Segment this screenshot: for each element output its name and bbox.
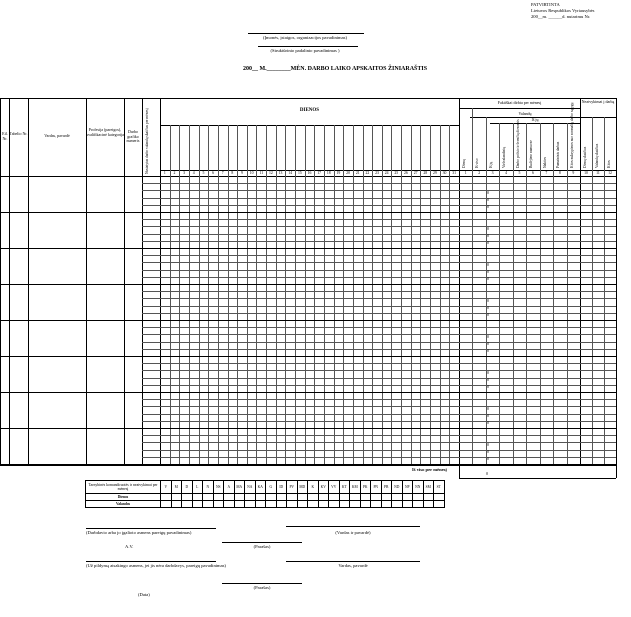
code-days-cell[interactable] <box>192 494 203 501</box>
code-cell: PK <box>360 481 371 494</box>
code-days-cell[interactable] <box>318 494 329 501</box>
unit-caption: (Struktūrinio padalinio pavadinimas ) <box>270 48 340 53</box>
stamp-label: A.V. <box>125 544 134 549</box>
code-cell: M <box>171 481 182 494</box>
code-days-cell[interactable] <box>266 494 277 501</box>
day-number: 13 <box>278 171 283 175</box>
zero-cell: 0 <box>487 413 489 418</box>
code-cell: NA <box>245 481 256 494</box>
summary-number: 6 <box>531 171 534 175</box>
code-hours-cell[interactable] <box>329 501 340 508</box>
code-cell: N <box>203 481 214 494</box>
worked-title: Faktiškai dirbta per mėnesį <box>497 100 542 105</box>
summary-number: 8 <box>558 171 561 175</box>
summary-number: 2 <box>478 171 481 175</box>
approval-line-1: PATVIRTINTA <box>531 2 560 7</box>
zero-cell: 0 <box>487 240 489 245</box>
zero-cell: 0 <box>487 406 489 411</box>
day-number: 21 <box>355 171 360 175</box>
day-number: 15 <box>297 171 302 175</box>
day-number: 19 <box>336 171 341 175</box>
zero-cell: 0 <box>487 190 489 195</box>
summary-number: 9 <box>572 171 575 175</box>
day-number: 7 <box>221 171 224 175</box>
zero-cell: 0 <box>487 442 489 447</box>
code-cell: K <box>308 481 319 494</box>
summary-number: 10 <box>584 171 588 175</box>
code-cell: KM <box>350 481 361 494</box>
absent-column-header: Valandų skaičius <box>595 143 599 168</box>
code-days-cell[interactable] <box>161 494 172 501</box>
day-number: 10 <box>249 171 254 175</box>
code-cell: PV <box>287 481 298 494</box>
code-days-cell[interactable] <box>234 494 245 501</box>
code-days-cell[interactable] <box>413 494 424 501</box>
worked-column-header: Darbo poilsio ir švenčių dienomis <box>515 119 520 168</box>
code-hours-cell[interactable] <box>350 501 361 508</box>
code-days-cell[interactable] <box>182 494 193 501</box>
code-cell: NS <box>213 481 224 494</box>
code-cell: D <box>182 481 193 494</box>
day-number: 17 <box>317 171 322 175</box>
code-hours-cell[interactable] <box>266 501 277 508</box>
code-hours-cell[interactable] <box>245 501 256 508</box>
responsible-caption: (Darbdavio arba jo įgalioto asmens pareigų pavadinimas) <box>86 530 192 535</box>
summary-number: 7 <box>545 171 548 175</box>
code-hours-cell[interactable] <box>203 501 214 508</box>
code-cell: KV <box>318 481 329 494</box>
summary-number: 4 <box>505 171 507 175</box>
zero-cell: 0 <box>487 262 489 267</box>
code-days-cell[interactable] <box>224 494 235 501</box>
org-caption: (Įmonės, įstaigos, organizacijos pavadinimas) <box>263 35 347 40</box>
worked-column-header: Iš viso <box>475 158 480 168</box>
code-days-cell[interactable] <box>297 494 308 501</box>
zero-cell: 0 <box>487 233 489 238</box>
zero-cell: 0 <box>487 449 489 454</box>
code-hours-cell[interactable] <box>413 501 424 508</box>
code-days-cell[interactable] <box>392 494 403 501</box>
code-days-cell[interactable] <box>213 494 224 501</box>
summary-number: 3 <box>491 171 494 175</box>
code-hours-cell[interactable] <box>297 501 308 508</box>
code-days-cell[interactable] <box>360 494 371 501</box>
absent-title: Neatvykimai į darbą <box>581 99 615 104</box>
day-number: 30 <box>442 171 447 175</box>
code-hours-cell[interactable] <box>392 501 403 508</box>
worked-column-header: Budėjimo namuose <box>529 140 534 168</box>
col-vardas: Vardas, pavardė <box>44 133 70 138</box>
zero-cell: 0 <box>487 348 489 353</box>
day-number: 9 <box>241 171 243 175</box>
day-number: 22 <box>365 171 370 175</box>
days-header: DIENOS <box>299 108 320 113</box>
date-caption: (Data) <box>138 592 150 597</box>
code-cell: NN <box>413 481 424 494</box>
code-days-cell[interactable] <box>171 494 182 501</box>
worked-column-header: Nakties <box>542 157 547 168</box>
zero-cell: 0 <box>487 384 489 389</box>
day-number: 26 <box>404 171 408 175</box>
zero-cell: 0 <box>487 341 489 346</box>
day-number: 25 <box>394 171 399 175</box>
absent-column-header: Kitos <box>607 160 611 168</box>
zero-cell: 0 <box>487 420 489 425</box>
zero-cell: 0 <box>487 298 489 303</box>
worked-hours: Valandų <box>518 111 532 116</box>
code-hours-cell[interactable] <box>192 501 203 508</box>
col-eil: Eil. Nr. <box>2 131 8 141</box>
day-number: 18 <box>326 171 331 175</box>
total-label: Iš viso per mėnesį <box>412 467 447 472</box>
code-hours-cell[interactable] <box>161 501 172 508</box>
code-days-cell[interactable] <box>276 494 287 501</box>
code-days-cell[interactable] <box>434 494 445 501</box>
approval-line-2: Lietuvos Respublikos Vyriausybės <box>531 8 595 13</box>
worked-column-header: Kitos nukrypimos nuo normalių darbo sąlygų <box>569 102 574 168</box>
name-caption-2: Vardas, pavardė <box>338 563 368 568</box>
zero-cell: 0 <box>487 276 489 281</box>
code-cell: MA <box>234 481 245 494</box>
day-number: 4 <box>192 171 195 175</box>
code-hours-cell[interactable] <box>171 501 182 508</box>
day-number: 23 <box>375 171 379 175</box>
day-number: 1 <box>163 171 166 175</box>
day-number: 11 <box>259 171 264 175</box>
col-norma: Nustatytas darbo valandų skaičius per mėnesį <box>145 108 149 174</box>
zero-cell: 0 <box>487 312 489 317</box>
day-number: 3 <box>183 171 186 175</box>
code-days-cell[interactable] <box>339 494 350 501</box>
code-days-cell[interactable] <box>329 494 340 501</box>
code-hours-cell[interactable] <box>360 501 371 508</box>
day-number: 2 <box>173 171 176 175</box>
worked-column-header: Iš jų <box>488 161 493 168</box>
code-cell: V <box>161 481 172 494</box>
day-number: 16 <box>307 171 312 175</box>
zero-cell: 0 <box>487 456 489 461</box>
code-days-cell[interactable] <box>308 494 319 501</box>
col-tabelio: Tabelio Nr. <box>9 131 28 136</box>
code-hours-cell[interactable] <box>339 501 350 508</box>
zero-cell: 0 <box>487 204 489 209</box>
code-hours-cell[interactable] <box>224 501 235 508</box>
code-cell: KA <box>255 481 266 494</box>
code-days-cell[interactable] <box>255 494 266 501</box>
page-title: 200__ M.________MĖN. DARBO LAIKO APSKAITOS ŽINIARAŠTIS <box>242 66 428 72</box>
code-cell: MD <box>297 481 308 494</box>
code-days-cell[interactable] <box>203 494 214 501</box>
code-hours-cell[interactable] <box>371 501 382 508</box>
absence-codes-table <box>85 480 445 508</box>
signature-caption-2: (Parašas) <box>253 585 271 590</box>
summary-number: 11 <box>596 171 600 175</box>
code-cell: KT <box>339 481 350 494</box>
code-hours-cell[interactable] <box>434 501 445 508</box>
code-cell: SM <box>423 481 434 494</box>
summary-number: 12 <box>608 171 612 175</box>
code-days-cell[interactable] <box>371 494 382 501</box>
codes-hours-label: Valandos <box>86 501 161 508</box>
code-hours-cell[interactable] <box>318 501 329 508</box>
codes-days-label: Dienos <box>86 494 161 501</box>
worked-incl: Iš jų <box>531 117 539 122</box>
code-days-cell[interactable] <box>287 494 298 501</box>
code-cell: ST <box>434 481 445 494</box>
zero-cell: 0 <box>487 197 489 202</box>
absent-column-header: Dienų skaičius <box>583 146 587 168</box>
approval-line-3: 200__m. ______d. nutarimu Nr. <box>531 14 591 19</box>
worked-column-header: Viršvalandinių <box>502 146 507 168</box>
code-hours-cell[interactable] <box>255 501 266 508</box>
code-cell: ND <box>392 481 403 494</box>
code-cell: PB <box>381 481 392 494</box>
code-days-cell[interactable] <box>245 494 256 501</box>
day-number: 20 <box>346 171 350 175</box>
code-cell: NP <box>402 481 413 494</box>
code-hours-cell[interactable] <box>234 501 245 508</box>
day-number: 5 <box>202 171 205 175</box>
zero-cell: 0 <box>487 370 489 375</box>
code-hours-cell[interactable] <box>276 501 287 508</box>
code-days-cell[interactable] <box>423 494 434 501</box>
col-grafiko: Darbo grafiko numeris <box>126 129 140 143</box>
code-hours-cell[interactable] <box>213 501 224 508</box>
code-cell: G <box>266 481 277 494</box>
codes-caption: Tarnybinės komandiruotės ir neatvykimai per mėnesį <box>86 481 161 494</box>
code-hours-cell[interactable] <box>423 501 434 508</box>
code-days-cell[interactable] <box>350 494 361 501</box>
keeper-caption: (Už pildymą atsakingo asmens, jei jis nėra darbdavys, pareigų pavadinimas) <box>86 563 226 568</box>
zero-cell: 0 <box>487 305 489 310</box>
day-number: 24 <box>384 171 389 175</box>
code-cell: ID <box>276 481 287 494</box>
day-number: 8 <box>231 171 234 175</box>
code-hours-cell[interactable] <box>182 501 193 508</box>
worked-column-header: Pamaininis darbas <box>556 141 561 168</box>
code-hours-cell[interactable] <box>381 501 392 508</box>
total-zero: 0 <box>486 471 488 476</box>
day-number: 12 <box>269 171 273 175</box>
day-number: 6 <box>212 171 214 175</box>
summary-number: 5 <box>518 171 521 175</box>
col-profesija: Profesija (pareigos), kvalifikacinė kategorija <box>86 127 124 137</box>
signature-caption-1: (Parašas) <box>253 544 271 549</box>
code-cell: L <box>192 481 203 494</box>
worked-column-header: Dienų <box>462 159 466 168</box>
code-cell: A <box>224 481 235 494</box>
zero-cell: 0 <box>487 334 489 339</box>
zero-cell: 0 <box>487 269 489 274</box>
zero-cell: 0 <box>487 377 489 382</box>
code-cell: PN <box>371 481 382 494</box>
summary-number: 1 <box>464 171 467 175</box>
code-hours-cell[interactable] <box>287 501 298 508</box>
day-number: 29 <box>432 171 437 175</box>
day-number: 28 <box>423 171 428 175</box>
code-days-cell[interactable] <box>381 494 392 501</box>
name-caption-1: (Vardas ir pavardė) <box>335 530 371 535</box>
zero-cell: 0 <box>487 226 489 231</box>
code-days-cell[interactable] <box>402 494 413 501</box>
code-hours-cell[interactable] <box>308 501 319 508</box>
day-number: 14 <box>288 171 293 175</box>
code-cell: VV <box>329 481 340 494</box>
code-hours-cell[interactable] <box>402 501 413 508</box>
day-number: 27 <box>413 171 418 175</box>
day-number: 31 <box>452 171 457 175</box>
